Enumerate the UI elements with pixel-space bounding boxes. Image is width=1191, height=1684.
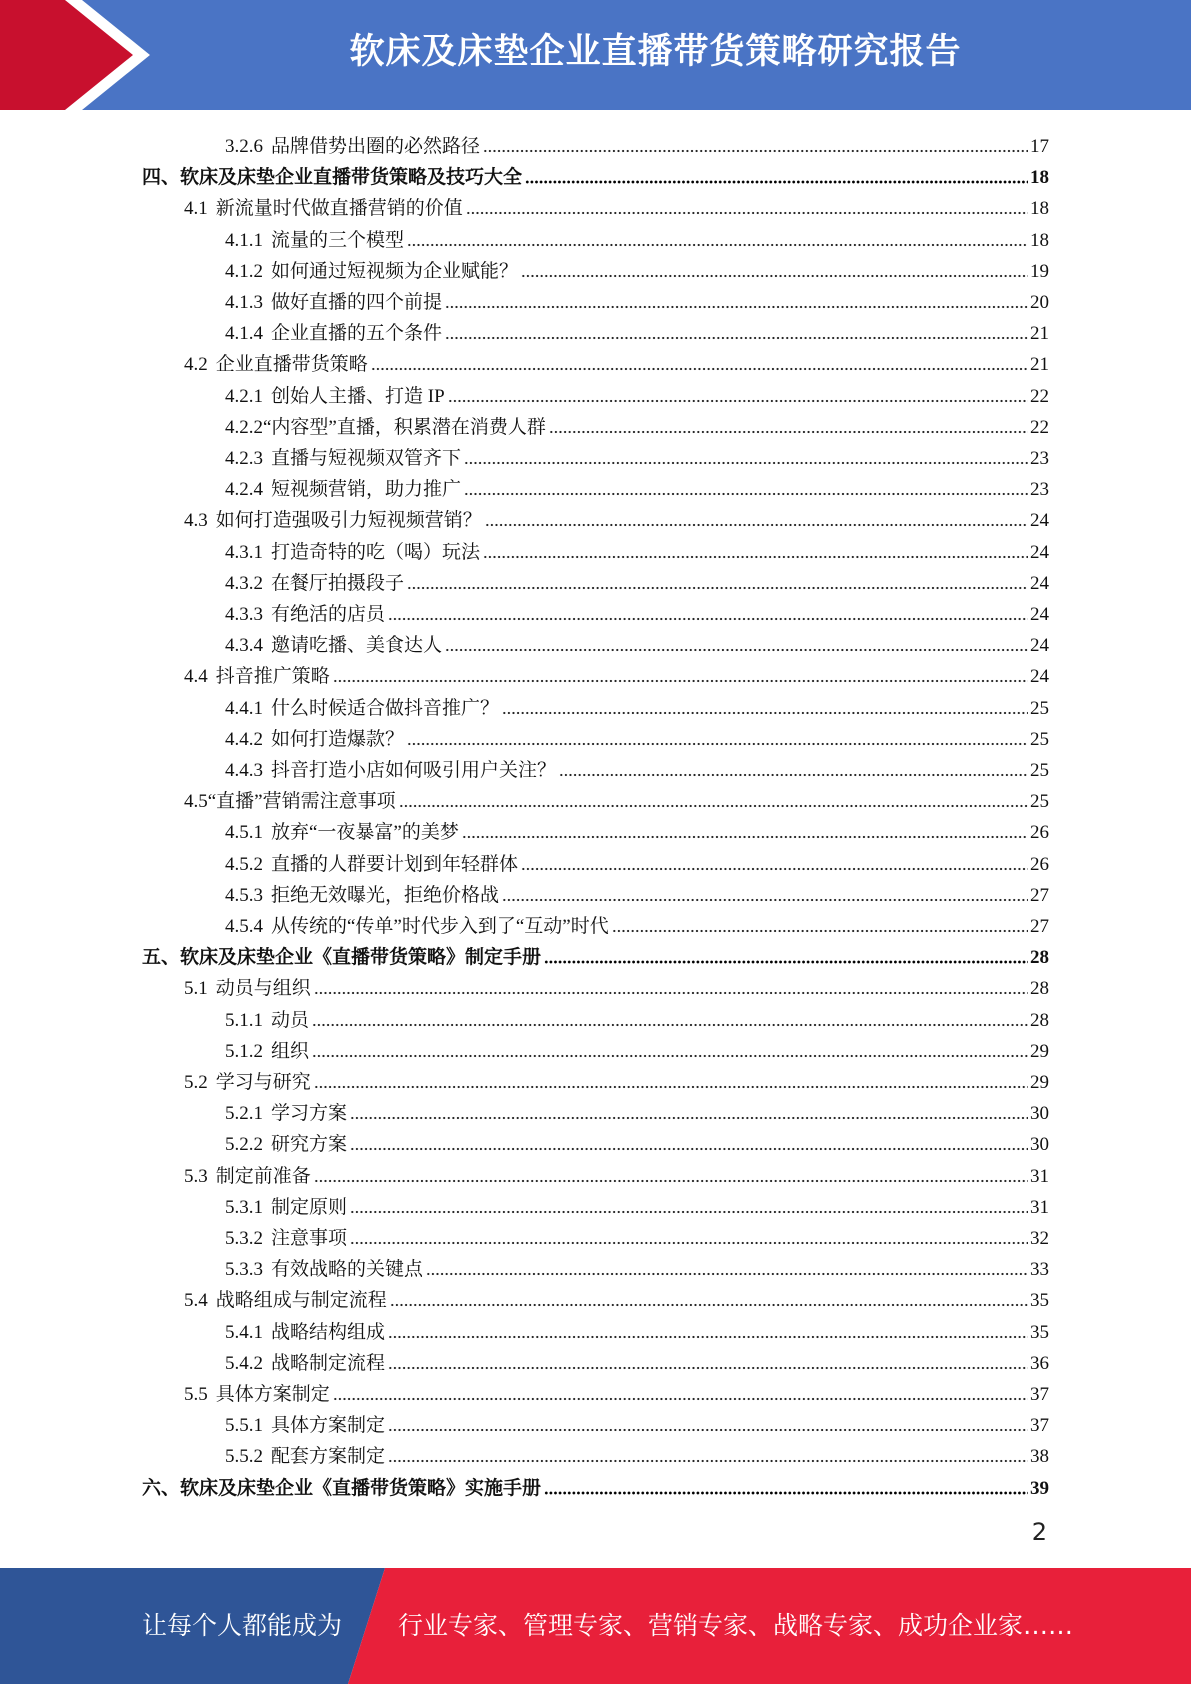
toc-entry-title: 学习方案 — [271, 1103, 348, 1125]
toc-entry-title: 战略制定流程 — [271, 1352, 386, 1374]
toc-leader-dots — [464, 492, 1028, 496]
toc-entry-title: 邀请吃播、美食达人 — [271, 635, 443, 657]
toc-leader-dots — [350, 1116, 1028, 1120]
toc-entry[interactable] — [184, 969, 1049, 1000]
toc-entry-title: 战略组成与制定流程 — [215, 1290, 387, 1312]
toc-entry-title: 组织 — [271, 1040, 310, 1062]
toc-entry-title: 战略结构组成 — [271, 1321, 386, 1343]
toc-entry-title: 做好直播的四个前提 — [271, 292, 443, 313]
toc-entry-number: 4.2.4 — [225, 479, 263, 501]
toc-entry-page: 18 — [1030, 167, 1049, 189]
toc-entry-number: 3.2.6 — [225, 136, 263, 157]
toc-entry-page: 20 — [1030, 292, 1049, 313]
toc-entry[interactable] — [225, 1437, 1049, 1468]
toc-entry-title: 具体方案制定 — [271, 1415, 386, 1437]
toc-entry[interactable] — [225, 221, 1049, 252]
toc-entry-page: 36 — [1030, 1352, 1049, 1374]
toc-entry-page: 32 — [1030, 1228, 1049, 1249]
toc-entry-page: 18 — [1030, 198, 1049, 220]
toc-entry-number: 4.1.3 — [225, 292, 263, 313]
toc-entry-page: 22 — [1030, 416, 1049, 438]
toc-entry-title: 拒绝无效曝光，拒绝价格战 — [271, 884, 500, 906]
toc-entry[interactable] — [184, 1157, 1049, 1188]
toc-entry[interactable] — [225, 439, 1049, 470]
toc-entry-number: 5.1.1 — [225, 1009, 263, 1031]
toc-entry[interactable] — [225, 845, 1049, 876]
toc-leader-dots — [407, 586, 1028, 590]
toc-entry[interactable] — [184, 1375, 1049, 1406]
toc-entry-title: 企业直播带货策略 — [215, 354, 368, 376]
toc-entry[interactable] — [225, 314, 1049, 345]
toc-leader-dots — [390, 1303, 1028, 1307]
toc-entry[interactable] — [184, 657, 1049, 688]
toc-entry-number: 5.3.1 — [225, 1196, 263, 1218]
toc-leader-dots — [350, 1147, 1028, 1151]
toc-entry[interactable] — [225, 1406, 1049, 1437]
toc-entry-number: 4.4.2 — [225, 728, 263, 750]
toc-entry[interactable] — [142, 938, 1049, 969]
toc-entry-page: 24 — [1030, 635, 1049, 657]
toc-entry[interactable] — [225, 564, 1049, 595]
toc-entry-title: 有效战略的关键点 — [271, 1259, 424, 1281]
toc-entry-page: 27 — [1030, 916, 1049, 937]
toc-entry[interactable] — [142, 1469, 1049, 1500]
toc-entry-title: 直播的人群要计划到年轻群体 — [271, 853, 519, 875]
toc-entry-number: 4.5 — [184, 791, 208, 813]
toc-entry-number: 4.3.1 — [225, 541, 263, 563]
toc-entry-page: 24 — [1030, 666, 1049, 688]
toc-entry-number: 5.5.2 — [225, 1446, 263, 1468]
toc-entry-title: 软床及床垫企业《直播带货策略》实施手册 — [180, 1477, 542, 1499]
toc-leader-dots — [525, 180, 1028, 184]
toc-leader-dots — [483, 555, 1028, 559]
toc-entry[interactable] — [225, 1250, 1049, 1281]
toc-entry-title: 如何通过短视频为企业赋能？ — [271, 260, 519, 282]
page-number: 2 — [1031, 1518, 1047, 1546]
toc-leader-dots — [544, 1491, 1028, 1495]
toc-leader-dots — [445, 305, 1028, 309]
toc-entry-title: 放弃“一夜暴富”的美梦 — [271, 822, 459, 844]
toc-entry-page: 24 — [1030, 510, 1049, 532]
toc-entry-page: 23 — [1030, 479, 1049, 501]
toc-entry-number: 4.5.3 — [225, 884, 263, 906]
toc-entry-number: 5.1 — [184, 978, 208, 1000]
toc-entry-page: 17 — [1030, 136, 1049, 157]
toc-entry-page: 19 — [1030, 260, 1049, 282]
toc-entry-number: 4.2.1 — [225, 385, 263, 407]
toc-leader-dots — [521, 867, 1028, 871]
toc-entry-page: 31 — [1030, 1165, 1049, 1187]
toc-entry-title: 在餐厅拍摄段子 — [271, 572, 405, 594]
toc-leader-dots — [312, 1054, 1028, 1058]
toc-entry-number: 4.2.3 — [225, 448, 263, 469]
toc-leader-dots — [388, 1335, 1028, 1339]
toc-entry-page: 23 — [1030, 448, 1049, 469]
toc-entry-page: 38 — [1030, 1446, 1049, 1468]
report-title: 软床及床垫企业直播带货策略研究报告 — [349, 32, 962, 72]
toc-entry[interactable] — [142, 158, 1049, 189]
toc-entry[interactable] — [225, 720, 1049, 751]
toc-entry-number: 5.4.1 — [225, 1321, 263, 1343]
toc-entry-number: 4.1.2 — [225, 260, 263, 282]
toc-entry-page: 28 — [1030, 1009, 1049, 1031]
toc-leader-dots — [371, 367, 1028, 371]
toc-entry-page: 28 — [1030, 978, 1049, 1000]
toc-entry[interactable] — [184, 1281, 1049, 1312]
toc-entry-title: 制定前准备 — [215, 1165, 311, 1187]
toc-entry-number: 5.2 — [184, 1072, 208, 1093]
toc-leader-dots — [388, 1459, 1028, 1463]
toc-entry-title: 抖音推广策略 — [215, 666, 330, 688]
toc-entry-page: 25 — [1030, 791, 1049, 813]
toc-entry-title: “内容型”直播，积累潜在消费人群 — [263, 416, 546, 438]
toc-entry-number: 4.3.3 — [225, 604, 263, 625]
toc-entry-title: 制定原则 — [271, 1196, 348, 1218]
toc-leader-dots — [485, 523, 1028, 527]
toc-entry[interactable] — [225, 689, 1049, 720]
toc-entry-title: 配套方案制定 — [271, 1446, 386, 1468]
toc-entry-title: 抖音打造小店如何吸引用户关注？ — [271, 760, 557, 781]
toc-entry-page: 18 — [1030, 229, 1049, 251]
toc-leader-dots — [312, 1023, 1028, 1027]
toc-entry-number: 5.4 — [184, 1290, 208, 1312]
toc-entry[interactable] — [184, 1063, 1049, 1094]
toc-entry-title: 品牌借势出圈的必然路径 — [271, 136, 481, 157]
toc-entry-number: 六、 — [142, 1477, 181, 1499]
toc-entry[interactable] — [184, 782, 1049, 813]
toc-leader-dots — [445, 336, 1028, 340]
toc-entry-page: 25 — [1030, 697, 1049, 719]
toc-entry-page: 30 — [1030, 1103, 1049, 1125]
toc-entry[interactable] — [225, 751, 1049, 782]
toc-entry[interactable] — [225, 595, 1049, 626]
toc-leader-dots — [502, 898, 1028, 902]
toc-leader-dots — [333, 1397, 1028, 1401]
toc-entry[interactable] — [184, 189, 1049, 220]
page-footer — [0, 1568, 1191, 1684]
toc-entry[interactable] — [225, 252, 1049, 283]
toc-entry-title: 如何打造爆款？ — [271, 728, 405, 750]
toc-leader-dots — [314, 1085, 1028, 1089]
toc-entry-number: 5.3.3 — [225, 1259, 263, 1281]
toc-entry-page: 24 — [1030, 541, 1049, 563]
toc-entry-title: 新流量时代做直播营销的价值 — [215, 198, 463, 220]
toc-leader-dots — [464, 461, 1028, 465]
toc-leader-dots — [466, 211, 1028, 215]
toc-entry[interactable] — [225, 1094, 1049, 1125]
toc-entry-title: 动员与组织 — [215, 978, 311, 1000]
toc-leader-dots — [544, 960, 1028, 964]
toc-entry-page: 37 — [1030, 1415, 1049, 1437]
toc-entry-title: 短视频营销，助力推广 — [271, 479, 462, 501]
toc-entry-page: 21 — [1030, 323, 1049, 345]
toc-entry-title: “直播”营销需注意事项 — [207, 791, 396, 813]
toc-entry-number: 4.2 — [184, 354, 208, 376]
toc-entry-number: 5.1.2 — [225, 1040, 263, 1062]
toc-entry-page: 31 — [1030, 1196, 1049, 1218]
toc-entry-page: 29 — [1030, 1040, 1049, 1062]
toc-entry-number: 4.1.1 — [225, 229, 263, 251]
toc-entry-number: 4.5.4 — [225, 916, 263, 937]
toc-entry-number: 4.1.4 — [225, 323, 263, 345]
toc-entry[interactable] — [225, 1125, 1049, 1156]
toc-entry[interactable] — [225, 626, 1049, 657]
toc-entry-number: 5.2.2 — [225, 1134, 263, 1156]
toc-leader-dots — [350, 1241, 1028, 1245]
toc-leader-dots — [502, 711, 1028, 715]
toc-entry-page: 29 — [1030, 1072, 1049, 1093]
toc-leader-dots — [350, 1210, 1028, 1214]
toc-leader-dots — [559, 773, 1028, 777]
toc-entry-page: 21 — [1030, 354, 1049, 376]
toc-entry-number: 5.3.2 — [225, 1228, 263, 1249]
toc-entry-page: 25 — [1030, 760, 1049, 781]
toc-entry-number: 5.3 — [184, 1165, 208, 1187]
toc-entry[interactable] — [225, 1344, 1049, 1375]
toc-entry-title: 软床及床垫企业直播带货策略及技巧大全 — [180, 167, 523, 189]
footer-slogan-left: 让每个人都能成为 — [142, 1611, 343, 1640]
toc-entry-title: 如何打造强吸引力短视频营销？ — [215, 510, 482, 532]
toc-leader-dots — [388, 1366, 1028, 1370]
toc-entry-number: 4.2.2 — [225, 416, 263, 438]
toc-leader-dots — [549, 430, 1028, 434]
toc-entry-title: 流量的三个模型 — [271, 229, 405, 251]
toc-entry-number: 5.4.2 — [225, 1352, 263, 1374]
toc-entry-number: 4.5.1 — [225, 822, 263, 844]
toc-entry-number: 4.4.1 — [225, 697, 263, 719]
toc-entry[interactable] — [225, 1219, 1049, 1250]
toc-entry-title: 企业直播的五个条件 — [271, 323, 443, 345]
toc-entry[interactable] — [225, 1001, 1049, 1032]
toc-entry-page: 25 — [1030, 728, 1049, 750]
toc-leader-dots — [333, 679, 1028, 683]
toc-entry-title: 学习与研究 — [215, 1072, 311, 1093]
toc-leader-dots — [521, 274, 1028, 278]
toc-entry-page: 30 — [1030, 1134, 1049, 1156]
toc-entry-number: 五、 — [142, 947, 181, 969]
toc-entry-page: 26 — [1030, 822, 1049, 844]
toc-entry-page: 39 — [1030, 1477, 1049, 1499]
toc-leader-dots — [426, 1272, 1028, 1276]
toc-entry-number: 4.3.4 — [225, 635, 263, 657]
toc-entry[interactable] — [225, 377, 1049, 408]
toc-entry-number: 5.5 — [184, 1384, 208, 1405]
toc-entry-title: 创始人主播、打造 IP — [271, 385, 445, 407]
toc-entry[interactable] — [225, 470, 1049, 501]
toc-entry[interactable] — [225, 127, 1049, 158]
toc-entry-page: 22 — [1030, 385, 1049, 407]
page-header — [0, 0, 1191, 110]
toc-entry-title: 直播与短视频双管齐下 — [271, 448, 462, 469]
toc-entry[interactable] — [184, 345, 1049, 376]
toc-entry-page: 27 — [1030, 884, 1049, 906]
toc-entry-number: 4.3.2 — [225, 572, 263, 594]
toc-leader-dots — [612, 929, 1028, 933]
toc-leader-dots — [407, 742, 1028, 746]
toc-entry[interactable] — [225, 533, 1049, 564]
toc-entry[interactable] — [225, 1188, 1049, 1219]
toc-entry[interactable] — [184, 501, 1049, 532]
toc-entry-title: 动员 — [271, 1009, 310, 1031]
toc-leader-dots — [314, 991, 1028, 995]
toc-entry-number: 4.3 — [184, 510, 208, 532]
toc-entry-page: 28 — [1030, 947, 1049, 969]
toc-leader-dots — [448, 399, 1028, 403]
toc-entry-title: 注意事项 — [271, 1228, 348, 1249]
toc-entry-page: 35 — [1030, 1321, 1049, 1343]
toc-leader-dots — [314, 1179, 1028, 1183]
toc-entry-title: 研究方案 — [271, 1134, 348, 1156]
toc-entry-page: 37 — [1030, 1384, 1049, 1405]
toc-leader-dots — [388, 617, 1028, 621]
toc-leader-dots — [483, 149, 1028, 153]
toc-entry-title: 从传统的“传单”时代步入到了“互动”时代 — [271, 916, 609, 937]
toc-entry-number: 5.5.1 — [225, 1415, 263, 1437]
toc-entry-number: 4.4.3 — [225, 760, 263, 781]
toc-entry[interactable] — [225, 408, 1049, 439]
toc-entry-title: 软床及床垫企业《直播带货策略》制定手册 — [180, 947, 542, 969]
toc-entry-number: 5.2.1 — [225, 1103, 263, 1125]
toc-entry-page: 33 — [1030, 1259, 1049, 1281]
toc-entry[interactable] — [225, 1313, 1049, 1344]
toc-entry-number: 4.4 — [184, 666, 208, 688]
toc-leader-dots — [407, 243, 1028, 247]
toc-entry-page: 26 — [1030, 853, 1049, 875]
toc-entry-number: 四、 — [142, 167, 181, 189]
toc-entry-title: 具体方案制定 — [215, 1384, 330, 1405]
footer-slogan-right: 行业专家、管理专家、营销专家、战略专家、成功企业家…… — [398, 1611, 1074, 1640]
toc-entry-page: 24 — [1030, 572, 1049, 594]
toc-leader-dots — [388, 1428, 1028, 1432]
toc-entry[interactable] — [225, 1032, 1049, 1063]
toc-entry-title: 有绝活的店员 — [271, 604, 386, 625]
toc-leader-dots — [462, 835, 1028, 839]
toc-entry[interactable] — [225, 876, 1049, 907]
toc-entry-number: 4.5.2 — [225, 853, 263, 875]
toc-entry-page: 24 — [1030, 604, 1049, 625]
toc-entry[interactable] — [225, 813, 1049, 844]
toc-leader-dots — [445, 648, 1028, 652]
toc-entry[interactable] — [225, 907, 1049, 938]
toc-entry-page: 35 — [1030, 1290, 1049, 1312]
toc-entry[interactable] — [225, 283, 1049, 314]
toc-entry-title: 打造奇特的吃（喝）玩法 — [271, 541, 481, 563]
toc-entry-title: 什么时候适合做抖音推广？ — [271, 697, 500, 719]
toc-entry-number: 4.1 — [184, 198, 208, 220]
toc-leader-dots — [399, 804, 1028, 808]
